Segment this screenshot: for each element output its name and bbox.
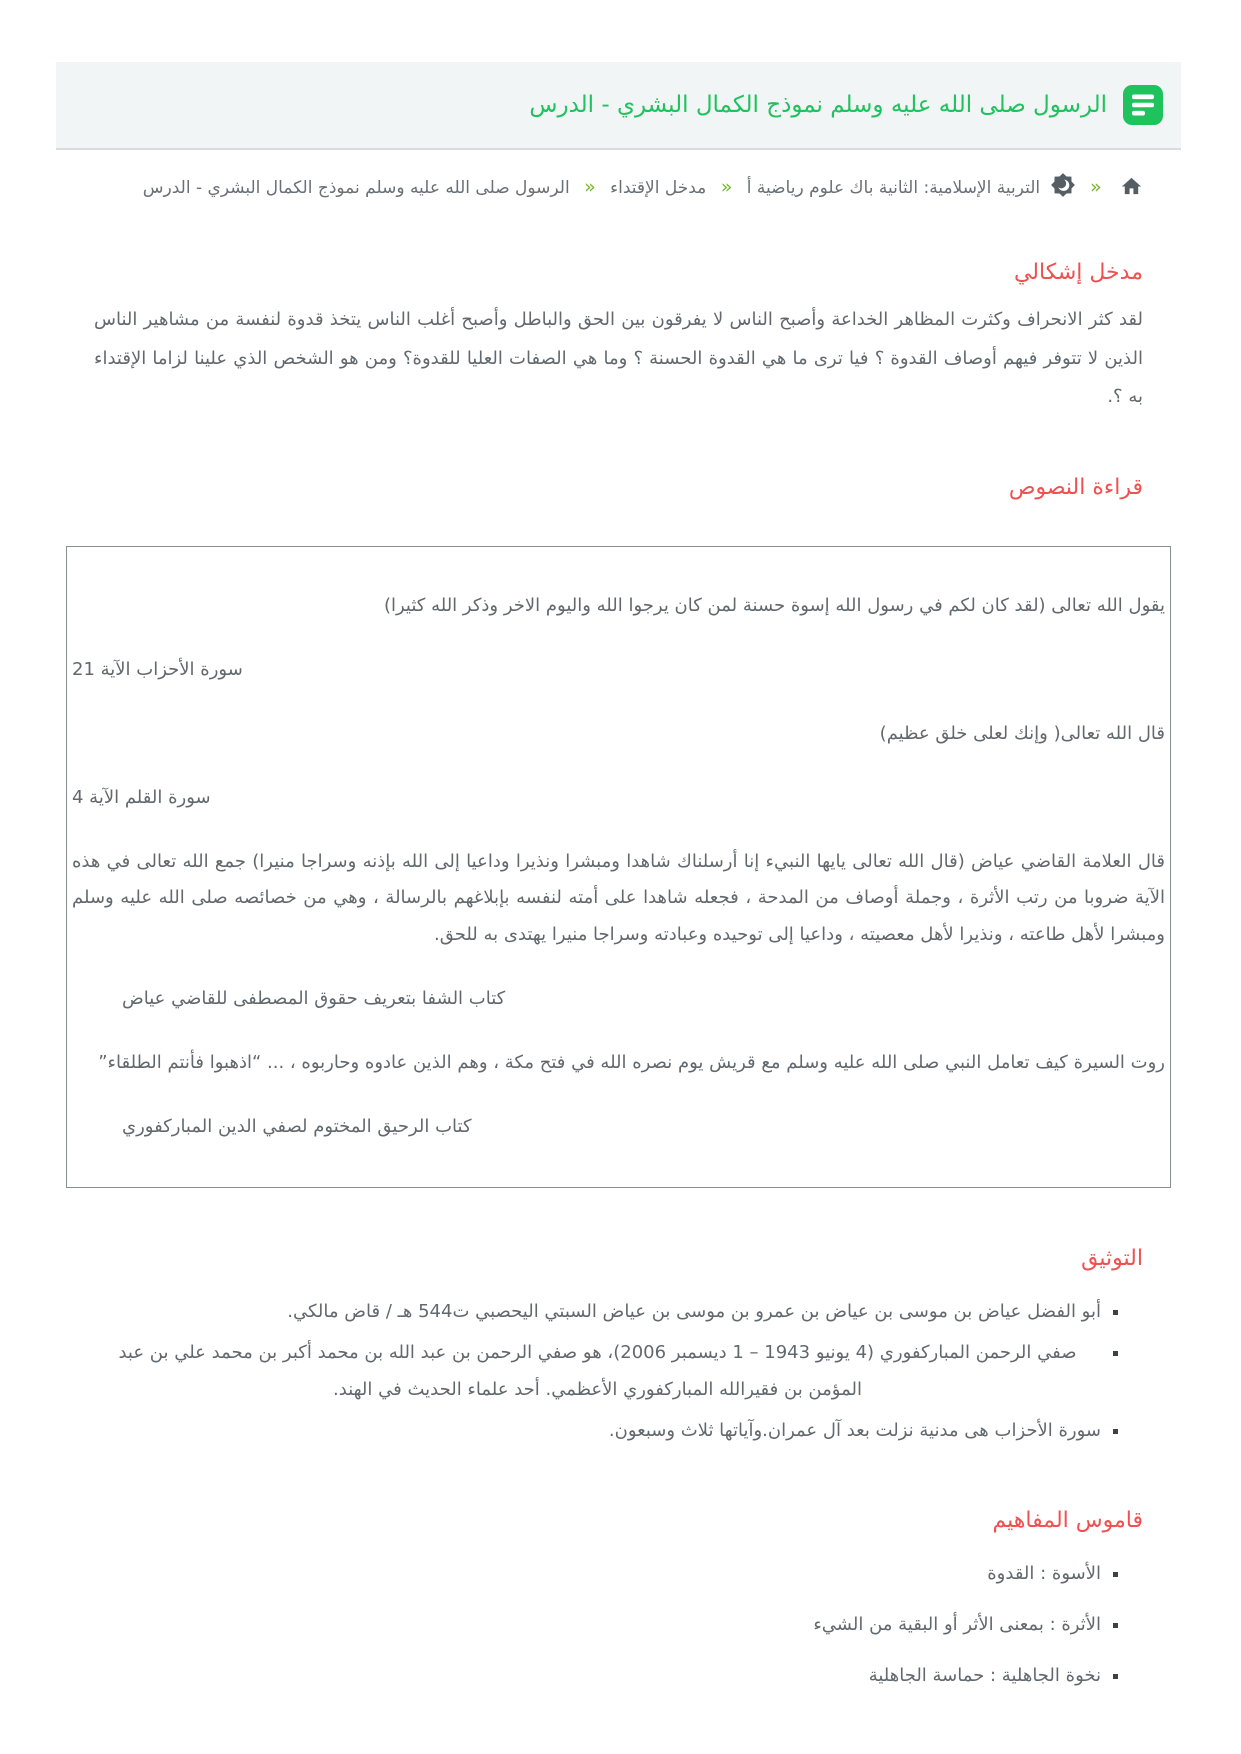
- reading-texts-box: [66, 546, 1171, 1188]
- glossary-item-nakhwa: ▪ نخوة الجاهلية : حماسة الجاهلية: [94, 1657, 1101, 1695]
- source-shifa-book: كتاب الشفا بتعريف حقوق المصطفى للقاضي عياض: [122, 988, 506, 1010]
- intro-paragraph: لقد كثر الانحراف وكثرت المظاهر الخداعة وأصبح الناس لا يفرقون بين الحق والباطل وأصبح أغلب الناس يتخذ قدوة لنفسة من مشاهير الناس الذين لا تتوفر فيهم أوصاف القدوة ؟ فيا ترى ما هي القدوة الحسنة ؟ وما هي الصفات العليا للقدوة؟ ومن هو الشخص الذي علينا لزاما الإقتداء به ؟.: [94, 308, 1143, 408]
- breadcrumb-item-subject[interactable]: التربية الإسلامية: الثانية باك علوم رياضية أ: [746, 178, 1041, 198]
- qadi-iyad-commentary: قال العلامة القاضي عياض (قال الله تعالى يايها النبيء إنا أرسلناك شاهدا ومبشرا ونذيرا وداعيا إلى الله بإذنه وسراجا منيرا) جمع الله تعالى في هذه الآية ضروبا من رتب الأثرة ، وجملة أوصاف من المدحة ، فجعله شاهدا على أمته لنفسه بإبلاغهم بالرسالة ، وهي من خصائصه صلى الله عليه وسلم ومبشرا لأهل طاعته ، ونذيرا لأهل معصيته ، وداعيا إلى توحيده وعبادته وسراجا منيرا يهتدى به للحق.: [72, 850, 1165, 946]
- home-icon[interactable]: [1115, 183, 1143, 203]
- sira-narration: روت السيرة كيف تعامل النبي صلى الله عليه وسلم مع قريش يوم نصره الله في فتح مكة ، وهم الذين عادوه وحاربوه ، ... “اذهبوا فأنتم الطلقاء”: [98, 1052, 1165, 1074]
- breadcrumb: [94, 168, 1143, 208]
- list-item-surah-ahzab-note: ▪ سورة الأحزاب هى مدنية نزلت بعد آل عمران.وآياتها ثلاث وسبعون.: [94, 1412, 1101, 1450]
- page-title: الرسول صلى الله عليه وسلم نموذج الكمال البشري - الدرس: [529, 92, 1107, 118]
- notes-icon: [1123, 85, 1163, 125]
- source-ahzab-verse: سورة الأحزاب الآية 21: [72, 658, 243, 680]
- list-item-author-mubarakpuri: ▪ صفي الرحمن المباركفوري (4 يونيو 1943 – 1 ديسمبر 2006)، هو صفي الرحمن بن عبد الله بن محمد أكبر بن محمد علي بن عبد المؤمن بن فقيرالله المباركفوري الأعظمي. أحد علماء الحديث في الهند.: [94, 1334, 1101, 1410]
- section-heading-intro: مدخل إشكالي: [1013, 259, 1143, 285]
- section-heading-reading: قراءة النصوص: [1008, 474, 1143, 500]
- list-item-author-iyad: ▪ أبو الفضل عياض بن موسى بن عياض بن عمرو بن موسى بن عياض السبتي اليحصبي ت544 هـ / قاض مالكي.: [94, 1293, 1101, 1331]
- glossary-item-uswa: ▪ الأسوة : القدوة: [94, 1555, 1101, 1593]
- breadcrumb-separator: «: [584, 176, 596, 198]
- glossary-list: [94, 1555, 1143, 1694]
- breadcrumb-item-unit[interactable]: مدخل الإقتداء: [610, 178, 707, 198]
- quran-quote-ahzab: يقول الله تعالى (لقد كان لكم في رسول الله إسوة حسنة لمن كان يرجوا الله واليوم الاخر وذكر الله كثيرا): [383, 594, 1165, 616]
- breadcrumb-separator: «: [1089, 176, 1102, 198]
- lesson-title-bar: [56, 62, 1181, 150]
- breadcrumb-item-current: الرسول صلى الله عليه وسلم نموذج الكمال البشري - الدرس: [142, 178, 570, 198]
- source-raheeq-book: كتاب الرحيق المختوم لصفي الدين المباركفوري: [122, 1115, 472, 1137]
- section-heading-glossary: قاموس المفاهيم: [992, 1508, 1143, 1534]
- breadcrumb-separator: «: [720, 176, 733, 198]
- glossary-item-athara: ▪ الأثرة : بمعنى الأثر أو البقية من الشيء: [94, 1606, 1101, 1644]
- section-heading-documentation: التوثيق: [1081, 1245, 1143, 1271]
- source-qalam-verse: سورة القلم الآية 4: [72, 786, 211, 808]
- quran-quote-qalam: قال الله تعالى( وإنك لعلى خلق عظيم): [879, 722, 1165, 744]
- documentation-list: [94, 1293, 1143, 1450]
- lesson-content: [56, 260, 1181, 1695]
- crescent-badge-icon: [1044, 183, 1075, 203]
